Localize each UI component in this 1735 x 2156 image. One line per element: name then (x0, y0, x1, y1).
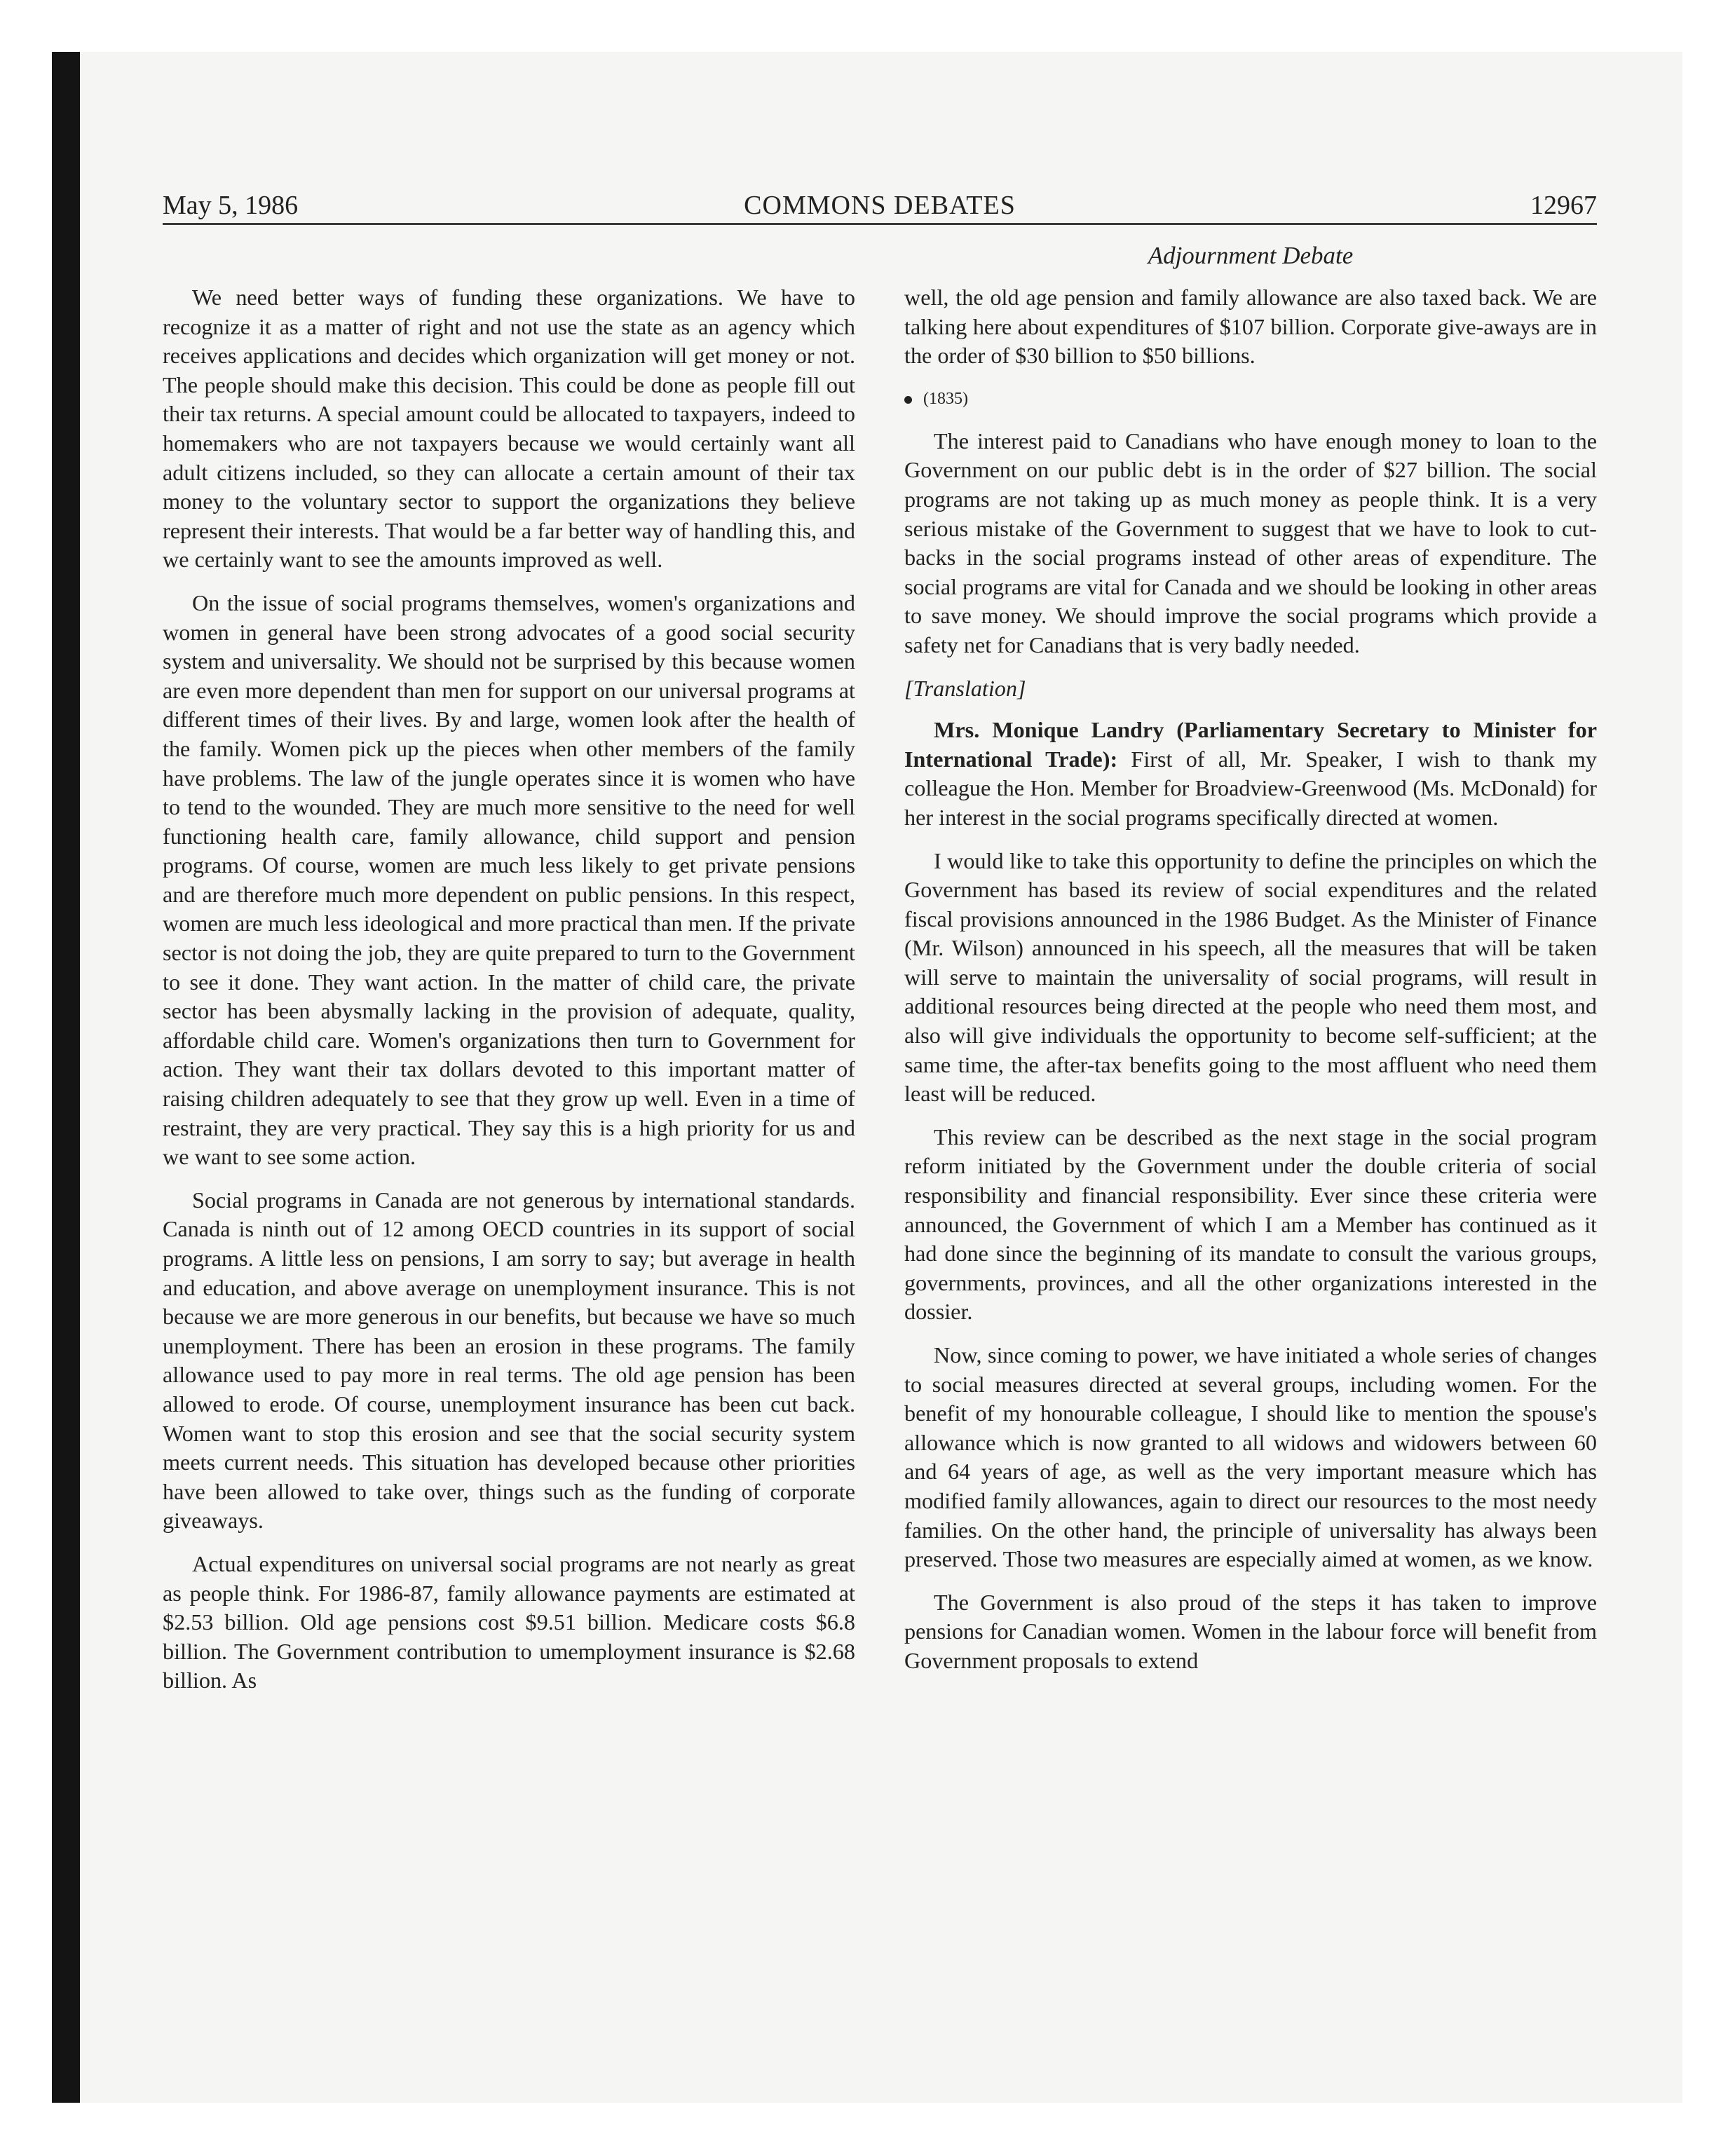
continuation-paragraph: well, the old age pension and family allowance are also taxed back. We are talking here about expenditures of $107 billion. Corporate give-aways are in the order of $30 billion to $50 billions. (904, 285, 1597, 369)
time-marker (904, 385, 1597, 413)
bullet-icon (904, 396, 912, 404)
speech-text: First of all, Mr. Speaker, I wish to thank my colleague the Hon. Member for Broadview-Greenwood (Ms. McDonald) for her interest in the social programs specifically directed at women. (904, 746, 1597, 830)
speech-opening (904, 716, 1597, 832)
paragraph: Social programs in Canada are not generous by international standards. Canada is ninth out of 12 among OECD countries in its support of social programs. A little less on pensions, I am sorry to say; but average in health and education, and above average on unemployment insurance. This is not because we are more generous in our benefits, but because we have so much unemployment. There has been an erosion in these programs. The family allowance used to pay more in real terms. The old age pension has been allowed to erode. Of course, unemployment insurance has been cut back. Women want to stop this erosion and see that the social security system meets current needs. This situation has developed because other priorities have been allowed to take over, things such as the funding of corporate giveaways. (163, 1187, 855, 1534)
paragraph: The interest paid to Canadians who have enough money to loan to the Government on our public debt is in the order of $27 billion. The social programs are not taking up as much money as people think. It is a very serious mistake of the Government to suggest that we have to look to cut-backs in the social programs instead of other areas of expenditure. The social programs are vital for Canada and we should be looking in other areas to save money. We should improve the social programs which provide a safety net for Canadians that is very badly needed. (904, 428, 1597, 657)
running-head: Adjournment Debate (1148, 242, 1354, 269)
paragraph: This review can be described as the next stage in the social program reform initiated by the Government under the double criteria of social responsibility and financial responsibility. Ever since these criteria were announced, the Government of which I am a Member has continued as it had done since the beginning of its mandate to consult the various groups, governments, provinces, and all the other organizations interested in the dossier. (904, 1124, 1597, 1325)
translation-note: [Translation] (904, 675, 1026, 701)
header-page-number: 12967 (1530, 191, 1597, 220)
paragraph: On the issue of social programs themselves, women's organizations and women in general have been strong advocates of a good social security system and universality. We should not be surprised by this because women are even more dependent than men for support on our universal programs at different times of their lives. By and large, women look after the health of the family. Women pick up the pieces when other members of the family have problems. The law of the jungle operates since it is women who have to tend to the wounded. They are much more sensitive to the need for well functioning health care, family allowance, child support and pension programs. Of course, women are much less likely to get private pensions and are therefore much more dependent on public pensions. In this respect, women are much less ideological and more practical than men. If the private sector is not doing the job, they are quite prepared to turn to the Government to see it done. They want action. In the matter of child care, the private sector has been abysmally lacking in the provision of adequate, quality, affordable child care. Women's organizations then turn to Government for action. They want their tax dollars devoted to this important matter of raising children adequately to see that they grow up well. Even in a time of restraint, they are very practical. They say this is a high priority for us and we want to see some action. (163, 589, 855, 1170)
time-marker-text: (1835) (923, 389, 968, 408)
header-title: COMMONS DEBATES (744, 191, 1016, 220)
paragraph: I would like to take this opportunity to define the principles on which the Government has based its review of social expenditures and the related fiscal provisions announced in the 1986 Budget. As the Minister of Finance (Mr. Wilson) announced in his speech, all the measures that will be taken will serve to maintain the universality of social programs, will result in additional resources being directed at the people who need them most, and also will give individuals the opportunity to become self-sufficient; at the same time, the after-tax benefits going to the most affluent who need them least will be reduced. (904, 847, 1597, 1107)
paragraph: Actual expenditures on universal social programs are not nearly as great as people think. For 1986-87, family allowance payments are estimated at $2.53 billion. Old age pensions cost $9.51 billion. Medicare costs $6.8 billion. The Government contribution to umemployment insurance is $2.68 billion. As (163, 1550, 855, 1693)
paragraph: We need better ways of funding these organizations. We have to recognize it as a matter of right and not use the state as an agency which receives applications and decides which organization will get money or not. The people should make this decision. This could be done as people fill out their tax returns. A special amount could be allocated to taxpayers, indeed to homemakers who are not taxpayers because we would certainly want all adult citizens included, so they can allocate a certain amount of their tax money to the voluntary sector to support the organizations they believe represent their interests. That would be a far better way of handling this, and we certainly want to see the amounts improved as well. (163, 285, 855, 573)
scan-edge (52, 52, 80, 2103)
paragraph: Now, since coming to power, we have initiated a whole series of changes to social measures directed at several groups, including women. For the benefit of my honourable colleague, I should like to mention the spouse's allowance which is now granted to all widows and widowers between 60 and 64 years of age, as well as the very important measure which has modified family allowances, again to direct our resources to the most needy families. On the other hand, the principle of universality has always been preserved. Those two measures are especially aimed at women, as we know. (904, 1342, 1597, 1572)
paragraph: The Government is also proud of the steps it has taken to improve pensions for Canadian women. Women in the labour force will benefit from Government proposals to extend (904, 1589, 1597, 1673)
speaker-name: Mrs. Monique Landry (Parliamentary Secretary to Minister for International Trade): (904, 717, 1597, 772)
right-column (904, 283, 1597, 1690)
header-date: May 5, 1986 (163, 191, 299, 220)
page-header (163, 188, 1597, 225)
left-column (163, 283, 855, 1710)
